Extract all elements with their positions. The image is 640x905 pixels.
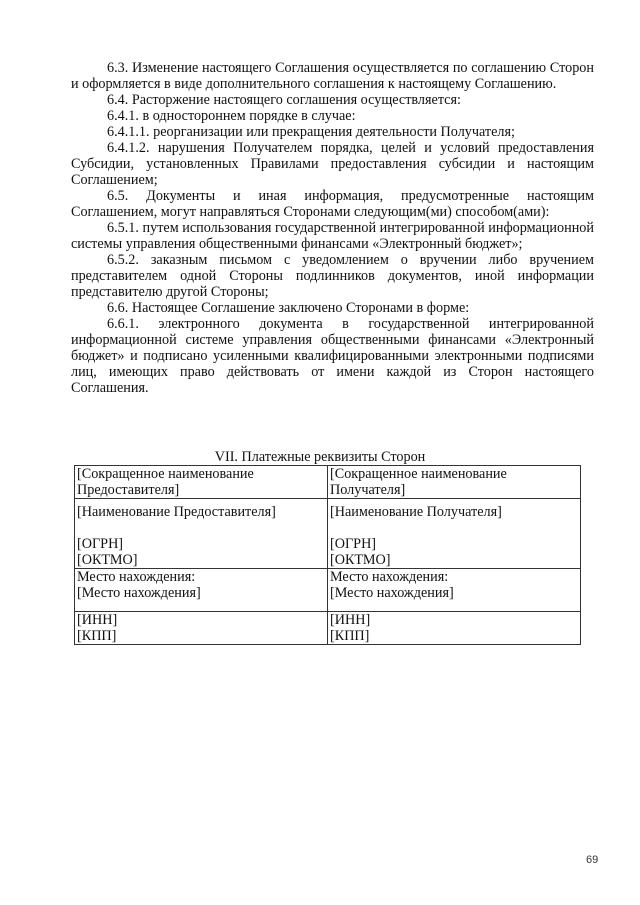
clause-6-3: 6.3. Изменение настоящего Соглашения осуществляется по соглашению Сторон и оформляется в виде дополнительного соглашения к настоящему Соглашению. xyxy=(71,60,594,92)
table-cell xyxy=(75,499,328,569)
cell-text: [Сокращенное наименование xyxy=(330,466,507,482)
cell-text: Предоставителя] xyxy=(77,482,180,498)
clause-6-4-1-1: 6.4.1.1. реорганизации или прекращения деятельности Получателя; xyxy=(107,124,515,140)
cell-text: Место нахождения: xyxy=(330,569,449,585)
clause-6-5-1: 6.5.1. путем использования государственной интегрированной информационной системы управления общественными финансами «Электронный бюджет»; xyxy=(71,220,594,252)
cell-text: [КПП] xyxy=(330,628,370,644)
table-cell xyxy=(75,612,328,645)
cell-text: [ОКТМО] xyxy=(330,552,391,568)
cell-text: [ОГРН] xyxy=(330,536,377,552)
table-cell xyxy=(328,569,581,612)
clause-6-5: 6.5. Документы и иная информация, предусмотренные настоящим Соглашением, могут направляться Сторонами следующим(ми) способом(ами): xyxy=(71,188,594,220)
section-title: VII. Платежные реквизиты Сторон xyxy=(214,449,426,465)
cell-text: [ИНН] xyxy=(330,612,371,628)
payment-details-table xyxy=(74,465,581,645)
cell-text: Место нахождения: xyxy=(77,569,196,585)
cell-text: [Наименование Предоставителя] xyxy=(77,504,276,520)
clause-6-6-1: 6.6.1. электронного документа в государственной интегрированной информационной системе управления общественными финансами «Электронный бюджет» и подписано усиленными квалифицированными электронными подписями лиц, имеющих право действовать от имени каждой из Сторон настоящего Соглашения. xyxy=(71,316,594,396)
cell-text: [ИНН] xyxy=(77,612,118,628)
cell-text: [Место нахождения] xyxy=(77,585,201,601)
table-cell xyxy=(75,569,328,612)
table-row xyxy=(75,466,581,499)
cell-text: Получателя] xyxy=(330,482,406,498)
cell-text: [КПП] xyxy=(77,628,117,644)
cell-text: [ОКТМО] xyxy=(77,552,138,568)
table-cell xyxy=(328,499,581,569)
table-row xyxy=(75,569,581,612)
table-cell xyxy=(328,466,581,499)
cell-text: [ОГРН] xyxy=(77,536,124,552)
clause-6-4: 6.4. Расторжение настоящего соглашения осуществляется: xyxy=(107,92,461,108)
cell-text: [Место нахождения] xyxy=(330,585,454,601)
table-row xyxy=(75,499,581,569)
table-cell xyxy=(328,612,581,645)
table-row xyxy=(75,612,581,645)
clause-6-4-1: 6.4.1. в одностороннем порядке в случае: xyxy=(107,108,356,124)
table-cell xyxy=(75,466,328,499)
agreement-text xyxy=(71,60,594,396)
cell-text: [Сокращенное наименование xyxy=(77,466,254,482)
clause-6-5-2: 6.5.2. заказным письмом с уведомлением о вручении либо вручением представителем одной Стороны подлинников документов, иной информации представителю другой Стороны; xyxy=(71,252,594,300)
clause-6-4-1-2: 6.4.1.2. нарушения Получателем порядка, целей и условий предоставления Субсидии, установленных Правилами предоставления субсидии и настоящим Соглашением; xyxy=(71,140,594,188)
clause-6-6: 6.6. Настоящее Соглашение заключено Сторонами в форме: xyxy=(107,300,470,316)
cell-text: [Наименование Получателя] xyxy=(330,504,502,520)
page-number: 69 xyxy=(586,854,599,866)
